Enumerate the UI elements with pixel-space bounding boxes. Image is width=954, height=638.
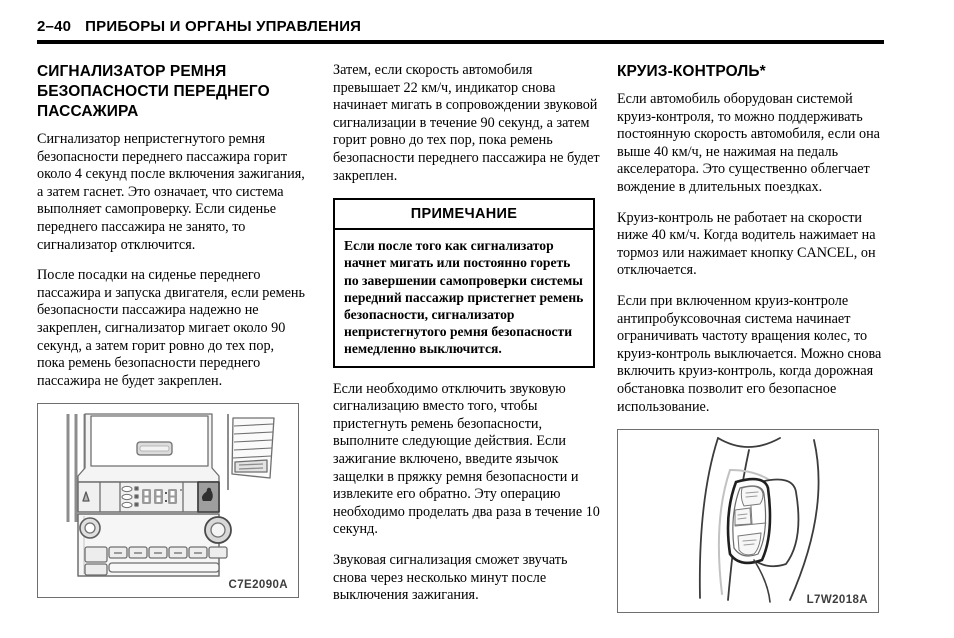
paragraph-c2-p2: Если необходимо отключить звуковую сигнализацию вместо того, чтобы пристегнуть ремень безопасности, выполните следующие действия. Если зажигание включено, введите язычок защелки в пряжку ремня безопасности и извлеките его обратно. Эту операцию необходимо проделать два раза в течение 10 секунд. bbox=[333, 380, 600, 538]
page-number: 2–40 bbox=[37, 18, 72, 35]
paragraph-c3-p2: Круиз-контроль не работает на скорости ниже 40 км/ч. Когда водитель нажимает на тормоз или нажимает кнопку CANCEL, он отключается. bbox=[617, 209, 876, 279]
running-head bbox=[37, 18, 884, 35]
note-title: ПРИМЕЧАНИЕ bbox=[335, 200, 593, 230]
figure-audio-head-unit bbox=[37, 403, 299, 598]
column-two bbox=[333, 62, 601, 605]
page-columns bbox=[0, 62, 954, 638]
note-body: Если после того как сигнализатор начнет мигать или постоянно гореть по завершении самопроверки системы передний пассажир пристегнет ремень безопасности, сигнализатор непристегнутого ремня безопасности немедленно выключится. bbox=[344, 238, 584, 357]
steering-wheel-drawing bbox=[618, 430, 877, 611]
paragraph-c3-p3: Если при включенном круиз-контроле антипробуксовочная система начинает ограничивать частоту вращения колес, то круиз-контроль выключается. Можно снова включить круиз-контроль, когда дорожная обстановка позволит его безопасное использование. bbox=[617, 292, 882, 415]
figure-cruise-control-switch bbox=[617, 429, 879, 613]
column-one bbox=[37, 62, 305, 598]
column-three bbox=[617, 62, 885, 613]
section-heading-cruise-control: КРУИЗ-КОНТРОЛЬ* bbox=[617, 63, 766, 80]
page-header bbox=[37, 18, 884, 44]
header-rule bbox=[37, 40, 884, 44]
paragraph-c2-p3: Звуковая сигнализация сможет звучать снова через несколько минут после выключения зажигания. bbox=[333, 551, 568, 604]
paragraph-c2-p1: Затем, если скорость автомобиля превышает 22 км/ч, индикатор снова начинает мигать в сопровождении звуковой сигнализации в течение 90 секунд, а затем горит ровно до тех пор, пока ремень безопасности переднего пассажира не будет закреплен. bbox=[333, 62, 600, 184]
figure-id-label: C7E2090A bbox=[228, 579, 288, 592]
page-title: ПРИБОРЫ И ОРГАНЫ УПРАВЛЕНИЯ bbox=[85, 18, 362, 35]
paragraph-c1-p1: Сигнализатор непристегнутого ремня безопасности переднего пассажира горит около 4 секунд после включения зажигания, а затем гаснет. Это означает, что система выполняет самопроверку. Если сиденье переднего пассажира не занято, то сигнализатор отключится. bbox=[37, 131, 305, 253]
note-callout-box bbox=[333, 198, 595, 367]
paragraph-c1-p2: После посадки на сиденье переднего пассажира и запуска двигателя, если ремень безопасности пассажира надежно не закреплен, сигнализатор мигает около 90 секунд, а затем горит ровно до тех пор, пока ремень безопасности переднего пассажира не будет закреплен. bbox=[37, 267, 305, 389]
section-heading-passenger-belt-indicator: СИГНАЛИЗАТОР РЕМНЯ БЕЗОПАСНОСТИ ПЕРЕДНЕГО ПАССАЖИРА bbox=[37, 63, 270, 120]
audio-head-unit-drawing bbox=[38, 404, 297, 596]
figure-id-label: L7W2018A bbox=[806, 594, 868, 607]
paragraph-c3-p1: Если автомобиль оборудован системой круиз-контроля, то можно поддерживать постоянную скорость автомобиля, если она выше 40 км/ч, не нажимая на педаль акселератора. Это существенно облегчает вождение в длительных поездках. bbox=[617, 91, 880, 195]
